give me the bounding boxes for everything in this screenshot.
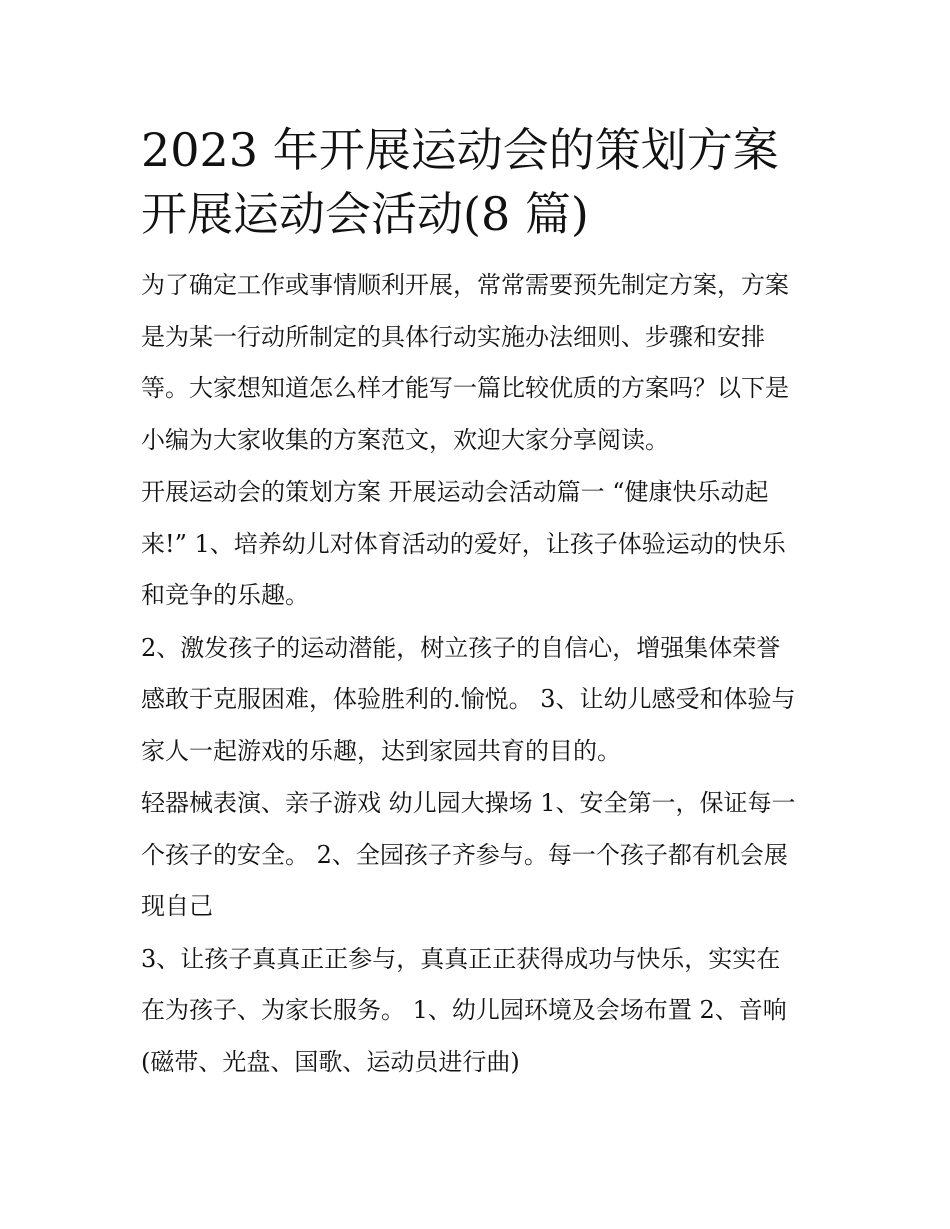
text-line: 和竞争的乐趣。 — [141, 581, 309, 609]
document-title — [141, 118, 821, 246]
text-line: 小编为大家收集的方案范文，欢迎大家分享阅读。 — [141, 425, 669, 454]
text-line: 感敢于克服困难，体验胜利的.愉悦。 3、让幼儿感受和体验与 — [141, 685, 796, 713]
text-line: 为了确定工作或事情顺利开展，常常需要预先制定方案，方案 — [141, 271, 789, 299]
text-line: 是为某一行动所制定的具体行动实施办法细则、步骤和安排 — [141, 322, 765, 351]
paragraph-goals — [141, 623, 821, 778]
paragraph-preparation — [141, 934, 821, 1089]
text-line: 个孩子的安全。 2、全园孩子齐参与。每一个孩子都有机会展 — [141, 840, 788, 869]
document-content — [141, 118, 821, 1089]
document-body — [141, 260, 821, 1088]
text-line: 轻器械表演、亲子游戏 幼儿园大操场 1、安全第一，保证每一 — [141, 789, 796, 817]
text-line: 开展运动会的策划方案 开展运动会活动篇一 “健康快乐动起 — [141, 478, 769, 506]
text-line: 家人一起游戏的乐趣，达到家园共育的目的。 — [141, 736, 621, 765]
paragraph-content-location — [141, 778, 821, 933]
title-line-2: 开展运动会活动(8 篇) — [141, 187, 589, 241]
text-line: 等。大家想知道怎么样才能写一篇比较优质的方案吗？以下是 — [141, 374, 789, 402]
paragraph-intro — [141, 260, 821, 466]
text-line: 3、让孩子真真正正参与，真真正正获得成功与快乐，实实在 — [141, 944, 781, 973]
text-line: (磁带、光盘、国歌、运动员进行曲) — [141, 1047, 520, 1076]
paragraph-section-one — [141, 467, 821, 622]
text-line: 在为孩子、为家长服务。 1、幼儿园环境及会场布置 2、音响 — [141, 996, 787, 1024]
text-line: 现自己 — [141, 892, 213, 920]
text-line: 来!” 1、培养幼儿对体育活动的爱好，让孩子体验运动的快乐 — [141, 529, 786, 558]
title-line-1: 2023 年开展运动会的策划方案 — [141, 123, 779, 177]
text-line: 2、激发孩子的运动潜能，树立孩子的自信心，增强集体荣誉 — [141, 633, 781, 662]
